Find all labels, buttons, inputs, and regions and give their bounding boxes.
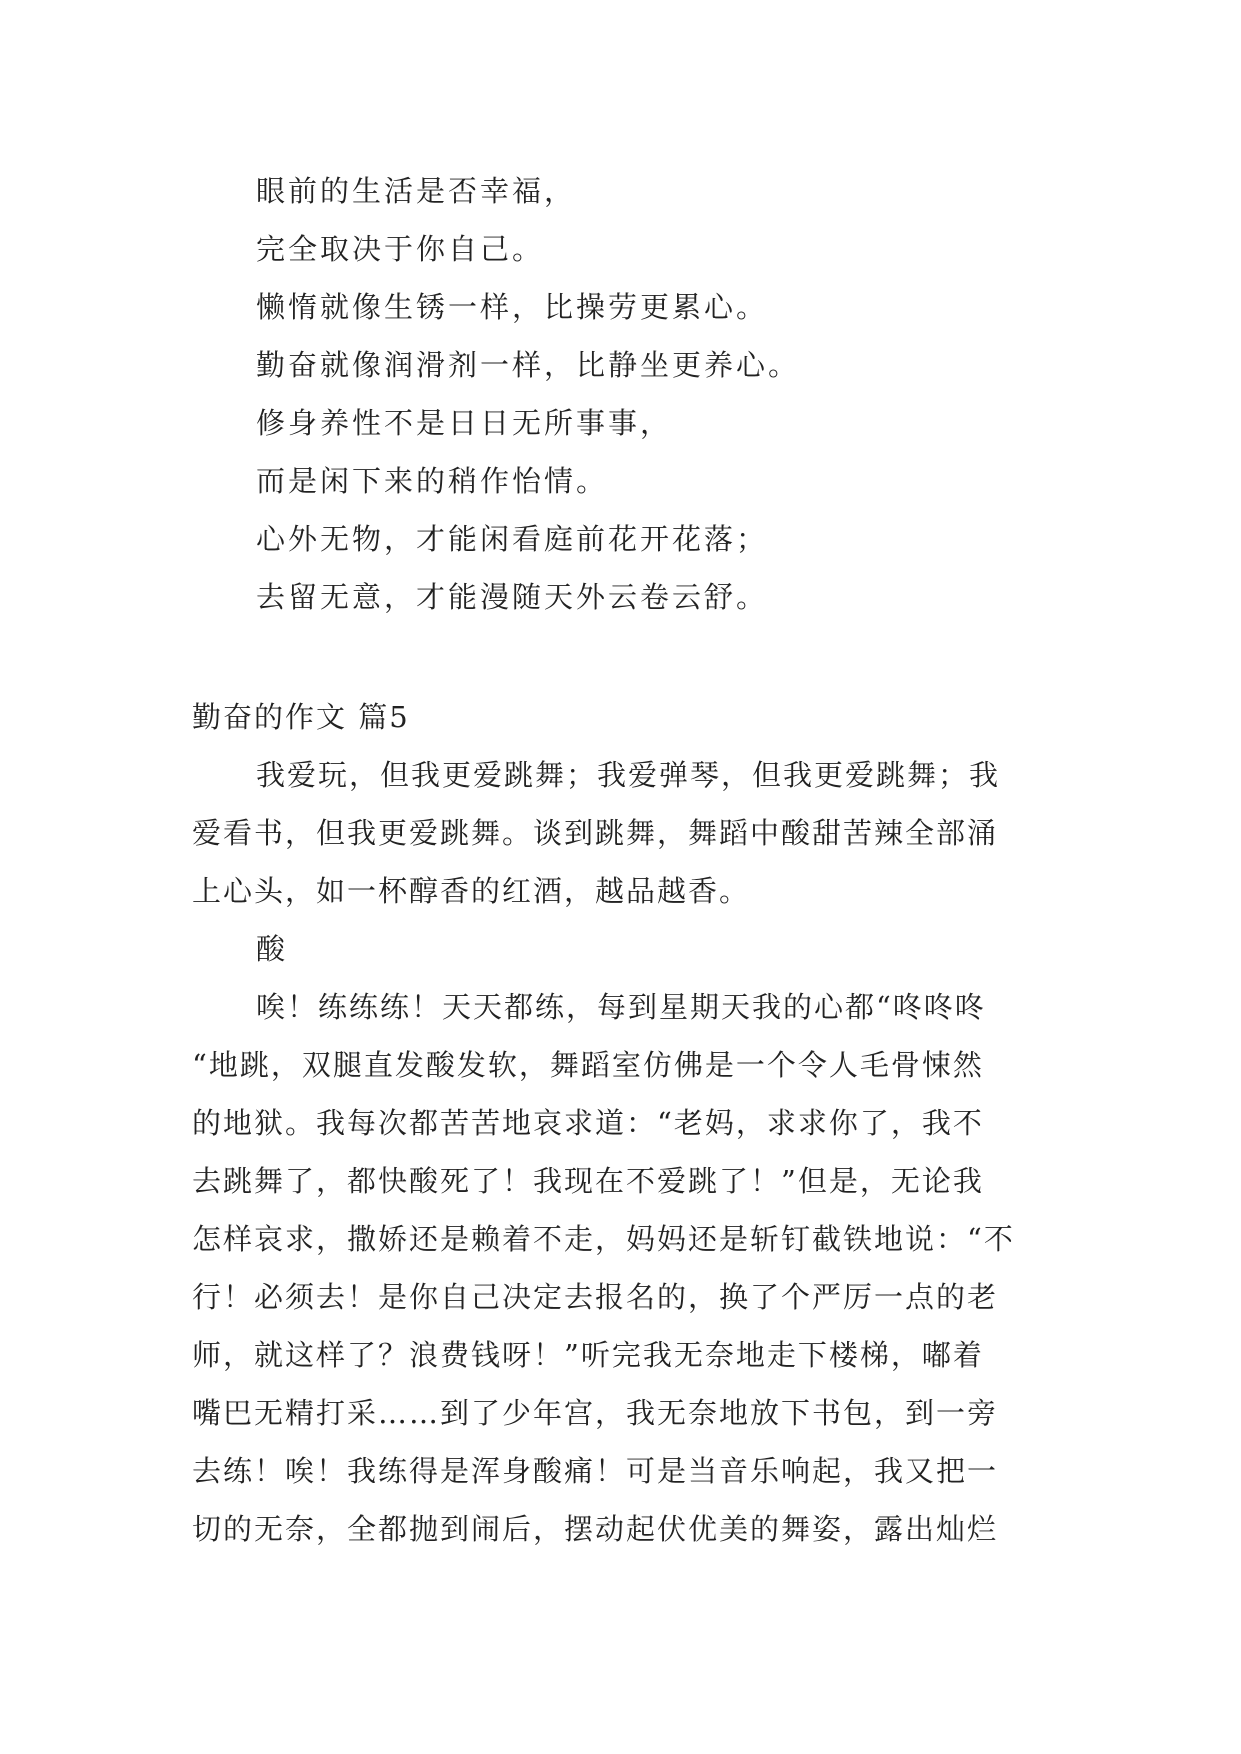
paragraph-line: 上心头，如一杯醇香的红酒，越品越香。 [192,874,751,908]
paragraph-line: 切的无奈，全都抛到闹后，摆动起伏优美的舞姿，露出灿烂 [192,1512,999,1546]
paragraph-line: 怎样哀求，撒娇还是赖着不走，妈妈还是斩钉截铁地说：“不 [192,1222,1015,1256]
paragraph-line: 酸 [256,932,288,966]
poem-line: 心外无物，才能闲看庭前花开花落； [256,522,769,556]
poem-line: 懒惰就像生锈一样，比操劳更累心。 [256,290,769,324]
poem-line: 修身养性不是日日无所事事， [256,406,673,440]
paragraph-line: 行！必须去！是你自己决定去报名的，换了个严厉一点的老 [192,1280,999,1314]
poem-line: 勤奋就像润滑剂一样，比静坐更养心。 [256,348,801,382]
poem-line: 完全取决于你自己。 [256,232,545,266]
paragraph-line: 爱看书，但我更爱跳舞。谈到跳舞，舞蹈中酸甜苦辣全部涌 [192,816,999,850]
essay-body [192,746,1060,1558]
paragraph-line: 去跳舞了，都快酸死了！我现在不爱跳了！”但是，无论我 [192,1164,984,1198]
section-heading: 勤奋的作文 篇5 [192,700,410,734]
paragraph-line: 的地狱。我每次都苦苦地哀求道：“老妈，求求你了，我不 [192,1106,984,1140]
paragraph-line: 我爱玩，但我更爱跳舞；我爱弹琴，但我更爱跳舞；我 [256,758,1001,792]
poem-line: 眼前的生活是否幸福， [256,174,577,208]
paragraph-line: 去练！唉！我练得是浑身酸痛！可是当音乐响起，我又把一 [192,1454,999,1488]
paragraph-line: “地跳，双腿直发酸发软，舞蹈室仿佛是一个令人毛骨悚然 [192,1048,984,1082]
poem-line: 而是闲下来的稍作怡情。 [256,464,609,498]
paragraph-line: 唉！练练练！天天都练，每到星期天我的心都“咚咚咚 [256,990,986,1024]
paragraph-line: 师，就这样了？浪费钱呀！”听完我无奈地走下楼梯，嘟着 [192,1338,984,1372]
poem-block [256,162,1156,626]
paragraph-line: 嘴巴无精打采……到了少年宫，我无奈地放下书包，到一旁 [192,1396,999,1430]
poem-line: 去留无意，才能漫随天外云卷云舒。 [256,580,769,614]
